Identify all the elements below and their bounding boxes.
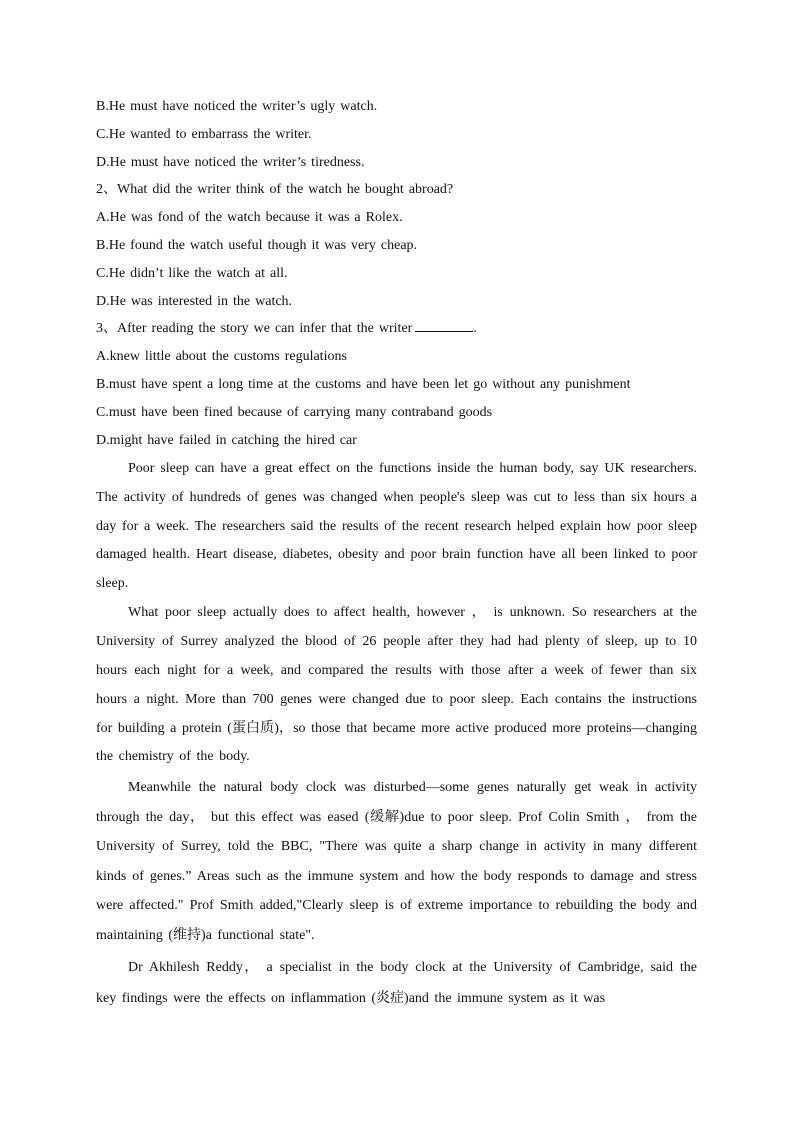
q1-option-c: C.He wanted to embarrass the writer. (96, 126, 312, 142)
q2-option-a: A.He was fond of the watch because it was a Rolex. (96, 210, 403, 226)
passage-paragraph-3: Meanwhile the natural body clock was disturbed—some genes naturally get weak in activity through the day， but this effect was eased (缓解)due to poor sleep. Prof Colin Smith ， from the University of Surrey, told the BBC, "There was quite a sharp change in activity in many different kinds of genes.” Areas such as the immune system and how the body responds to damage and stress were affected." Prof Smith added,"Clearly sleep is of extreme importance to rebuilding the body and maintaining (维持)a functional state". (96, 780, 697, 943)
q1-option-d: D.He must have noticed the writer’s tiredness. (96, 154, 365, 170)
q3-stem (96, 315, 697, 343)
passage-paragraph-1: Poor sleep can have a great effect on the functions inside the human body, say UK researchers. The activity of hundreds of genes was changed when people's sleep was cut to less than six hours a day for a week. The researchers said the results of the recent research helped explain how poor sleep damaged health. Heart disease, diabetes, obesity and poor brain function have all been linked to poor sleep. (96, 461, 697, 591)
q3-stem-text: 3、After reading the story we can infer that the writer (96, 321, 413, 337)
q1-option-b: B.He must have noticed the writer’s ugly watch. (96, 99, 378, 114)
q2-option-d: D.He was interested in the watch. (96, 293, 293, 309)
answer-blank (415, 319, 473, 332)
page-content (96, 93, 697, 1014)
q3-option-c: C.must have been fined because of carrying many contraband goods (96, 404, 493, 420)
q2-option-b: B.He found the watch useful though it was very cheap. (96, 237, 418, 253)
q3-option-b: B.must have spent a long time at the customs and have been let go without any punishment (96, 376, 631, 392)
q3-option-a: A.knew little about the customs regulations (96, 349, 347, 365)
passage-paragraph-2: What poor sleep actually does to affect health, however ， is unknown. So researchers at the University of Surrey analyzed the blood of 26 people after they had had plenty of sleep, up to 10 hours each night for a week, and compared the results with those after a week of fewer than six hours a night. More than 700 genes were changed due to poor sleep. Each contains the instructions for building a protein (蛋白质)，so those that became more active produced more proteins—changing the chemistry of the body. (96, 605, 697, 765)
q2-stem: 2、What did the writer think of the watch he bought abroad? (96, 182, 454, 198)
passage-paragraph-4: Dr Akhilesh Reddy， a specialist in the body clock at the University of Cambridge, said the key findings were the effects on inflammation (炎症)and the immune system as it was (96, 960, 697, 1007)
q2-option-c: C.He didn’t like the watch at all. (96, 265, 288, 281)
q3-option-d: D.might have failed in catching the hired car (96, 432, 357, 448)
q3-stem-end: . (473, 321, 477, 337)
